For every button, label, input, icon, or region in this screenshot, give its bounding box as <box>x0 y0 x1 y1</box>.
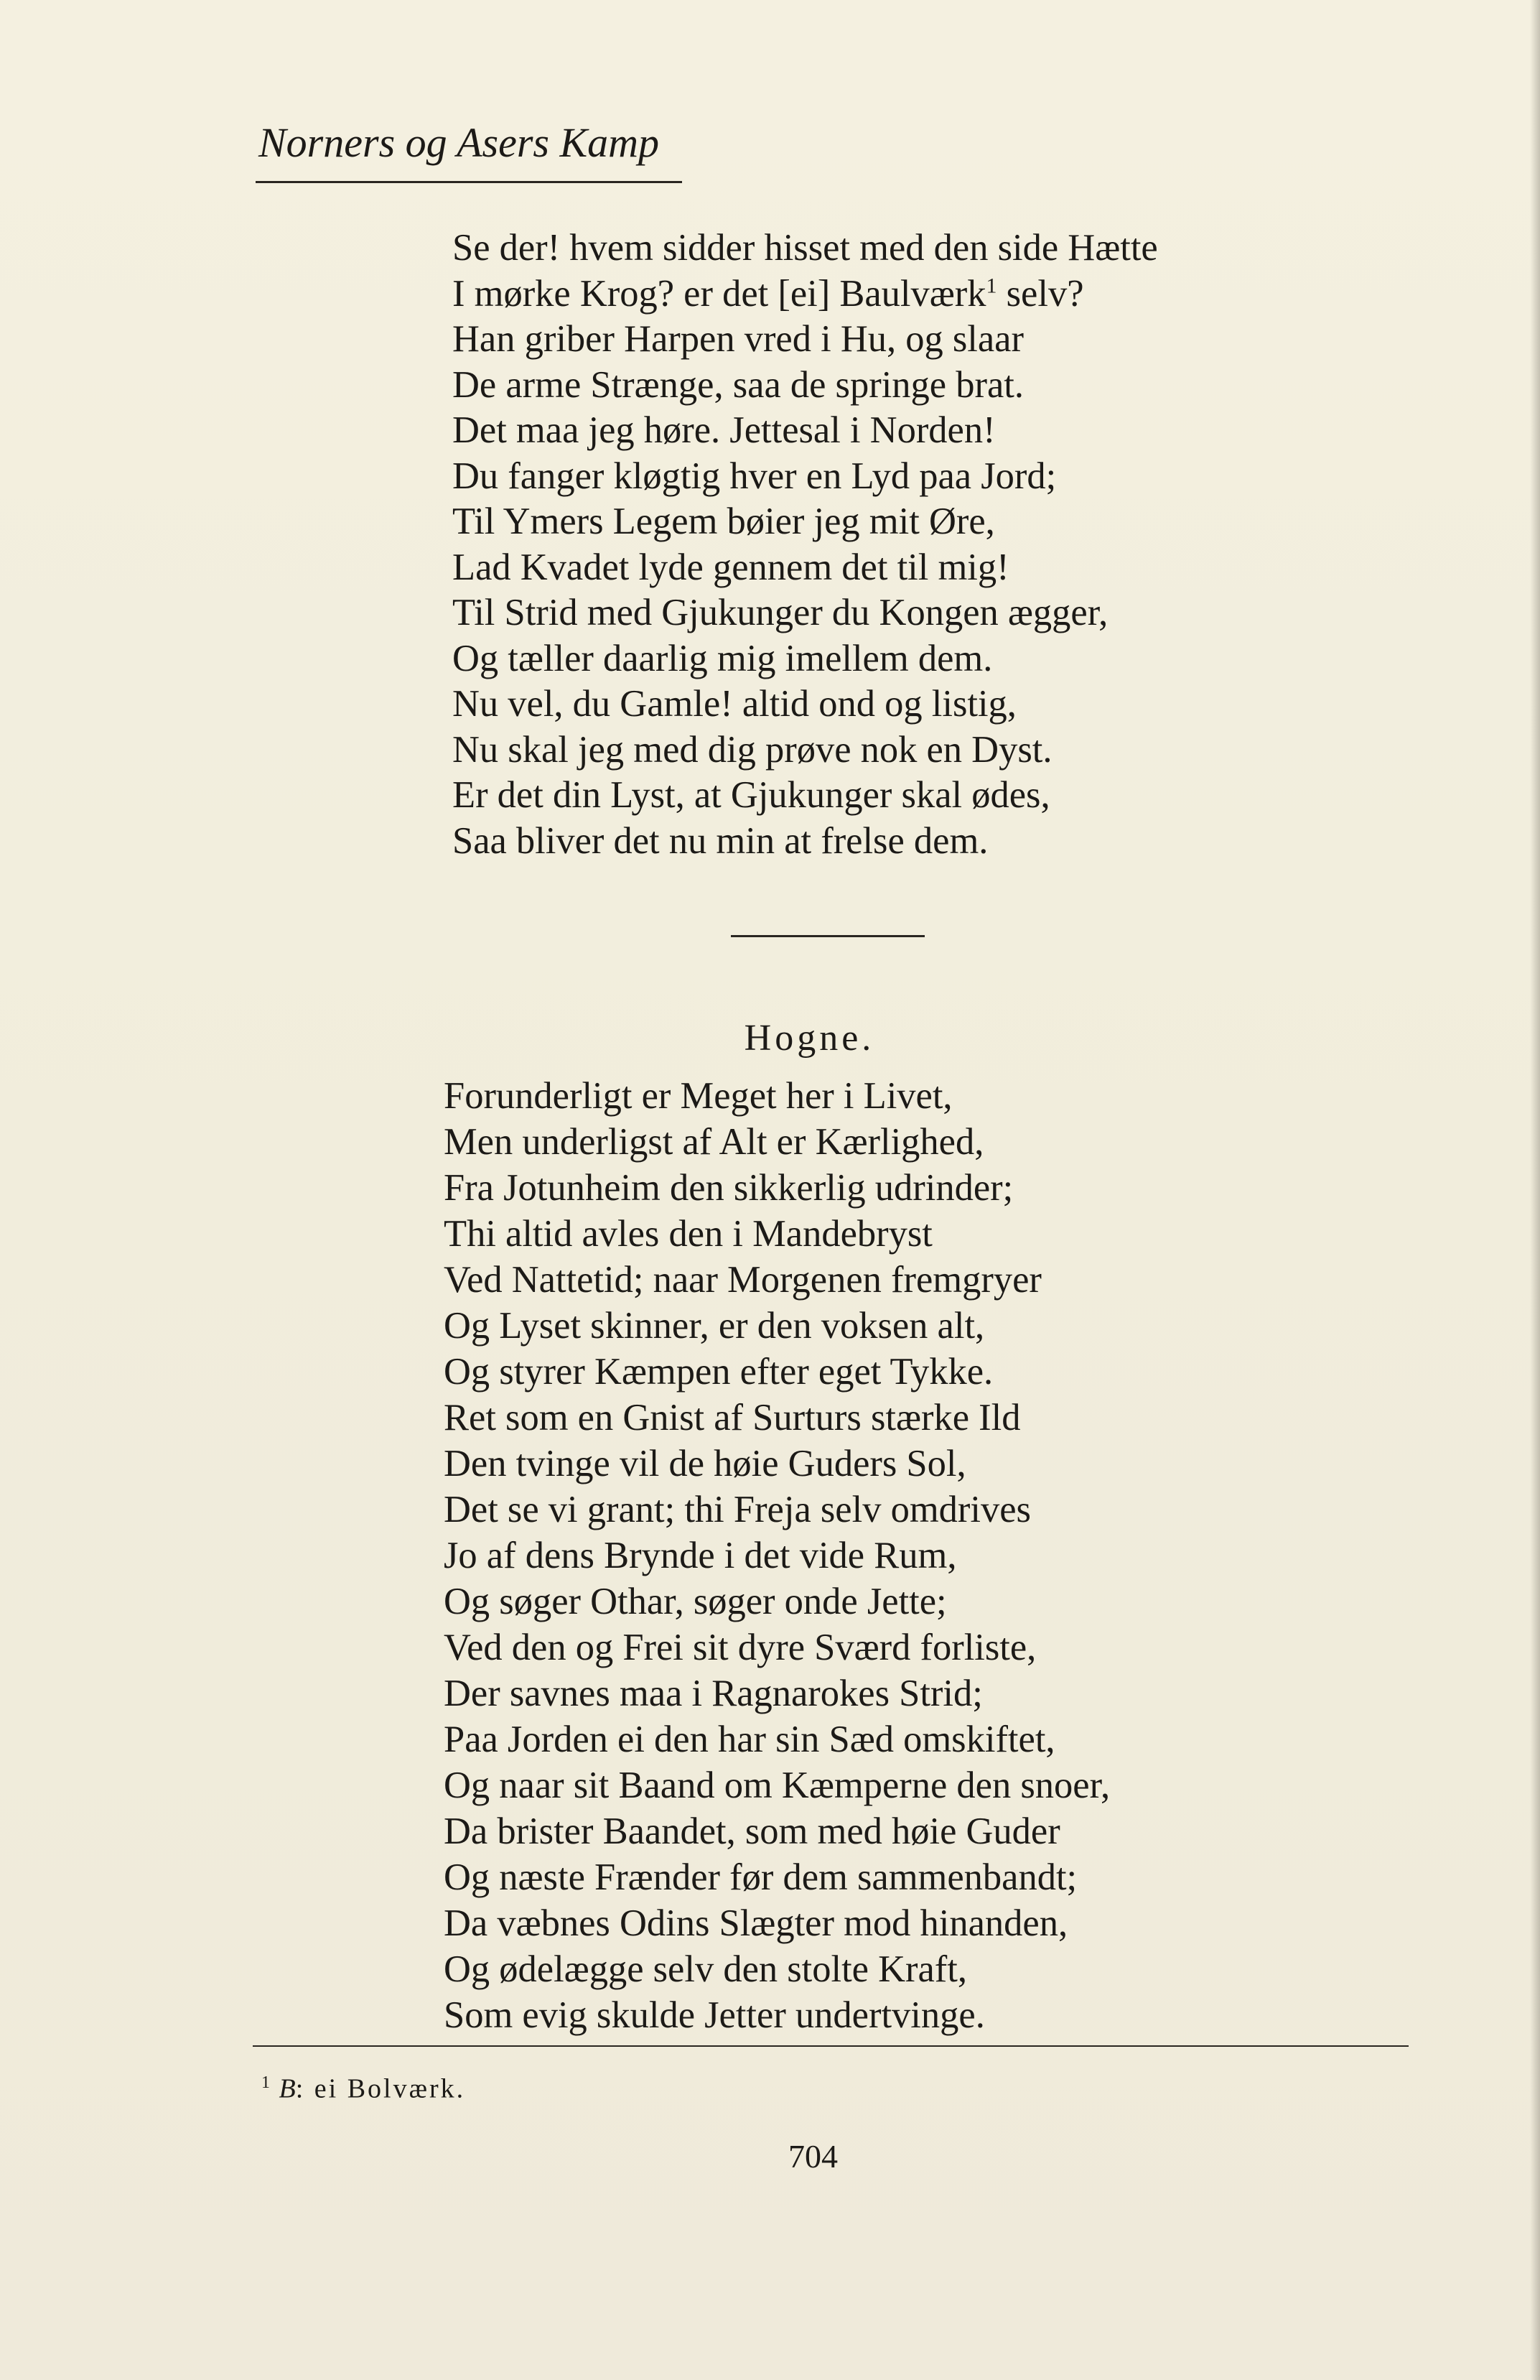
verse-line <box>452 271 1158 317</box>
verse-line: Og Lyset skinner, er den voksen alt, <box>444 1305 985 1347</box>
speaker-name: Hogne. <box>744 1018 875 1059</box>
verse-line: Og næste Frænder før dem sammenbandt; <box>444 1856 1078 1898</box>
verse-line: Da væbnes Odins Slægter mod hinanden, <box>444 1902 1068 1944</box>
verse-line: Fra Jotunheim den sikkerlig udrinder; <box>444 1167 1014 1209</box>
verse-line-text: I mørke Krog? er det [ei] Baulværk <box>452 272 986 315</box>
footnote <box>261 2074 465 2103</box>
footnote-text: : ei Bolværk. <box>295 2073 466 2104</box>
verse-line: Du fanger kløgtig hver en Lyd paa Jord; <box>452 455 1057 497</box>
footnote-source: B <box>279 2073 296 2104</box>
verse-line: Og ødelægge selv den stolte Kraft, <box>444 1948 968 1990</box>
verse-line: Er det din Lyst, at Gjukunger skal ødes, <box>452 774 1050 816</box>
verse-line: Og naar sit Baand om Kæmperne den snoer, <box>444 1765 1111 1806</box>
verse-line: Nu skal jeg med dig prøve nok en Dyst. <box>452 728 1053 771</box>
verse-line: Og søger Othar, søger onde Jette; <box>444 1581 947 1622</box>
verse-line: Ved den og Frei sit dyre Sværd forliste, <box>444 1627 1037 1668</box>
verse-line: Men underligst af Alt er Kærlighed, <box>444 1121 984 1163</box>
verse-line: Saa bliver det nu min at frelse dem. <box>452 819 989 862</box>
verse-line: Som evig skulde Jetter undertvinge. <box>444 1994 985 2036</box>
verse-line: Til Strid med Gjukunger du Kongen ægger, <box>452 592 1109 633</box>
verse-line: Der savnes maa i Ragnarokes Strid; <box>444 1673 983 1714</box>
verse-line: Forunderligt er Meget her i Livet, <box>444 1075 953 1117</box>
verse-line: Nu vel, du Gamle! altid ond og listig, <box>452 683 1017 725</box>
footnote-marker: 1 <box>261 2073 270 2092</box>
footnote-rule <box>253 2045 1409 2047</box>
running-head: Norners og Asers Kamp <box>258 119 660 166</box>
verse-line: Thi altid avles den i Mandebryst <box>444 1213 933 1255</box>
verse-line: Den tvinge vil de høie Guders Sol, <box>444 1443 966 1484</box>
verse-line: Han griber Harpen vred i Hu, og slaar <box>452 318 1024 360</box>
section-divider <box>731 935 925 937</box>
verse-line: Det maa jeg høre. Jettesal i Norden! <box>452 409 996 451</box>
verse-line: Paa Jorden ei den har sin Sæd omskiftet, <box>444 1719 1055 1760</box>
verse-line: Ved Nattetid; naar Morgenen fremgryer <box>444 1259 1042 1301</box>
verse-stanza-2 <box>444 1073 1110 2038</box>
footnote-reference[interactable]: 1 <box>986 274 997 297</box>
page-number: 704 <box>788 2138 838 2175</box>
running-head-rule <box>256 181 682 183</box>
verse-line: Jo af dens Brynde i det vide Rum, <box>444 1535 957 1576</box>
verse-stanza-1 <box>452 226 1158 864</box>
verse-line: Og styrer Kæmpen efter eget Tykke. <box>444 1351 994 1393</box>
verse-line: Se der! hvem sidder hisset med den side Hætte <box>452 227 1158 269</box>
verse-line: Da brister Baandet, som med høie Guder <box>444 1810 1060 1852</box>
verse-line: Og tæller daarlig mig imellem dem. <box>452 637 993 679</box>
verse-line: Lad Kvadet lyde gennem det til mig! <box>452 546 1009 588</box>
verse-line: De arme Strænge, saa de springe brat. <box>452 363 1024 406</box>
verse-line: Det se vi grant; thi Freja selv omdrives <box>444 1489 1031 1530</box>
verse-line: Ret som en Gnist af Surturs stærke Ild <box>444 1397 1021 1438</box>
verse-line: Til Ymers Legem bøier jeg mit Øre, <box>452 501 995 542</box>
verse-line-tail: selv? <box>997 272 1084 315</box>
